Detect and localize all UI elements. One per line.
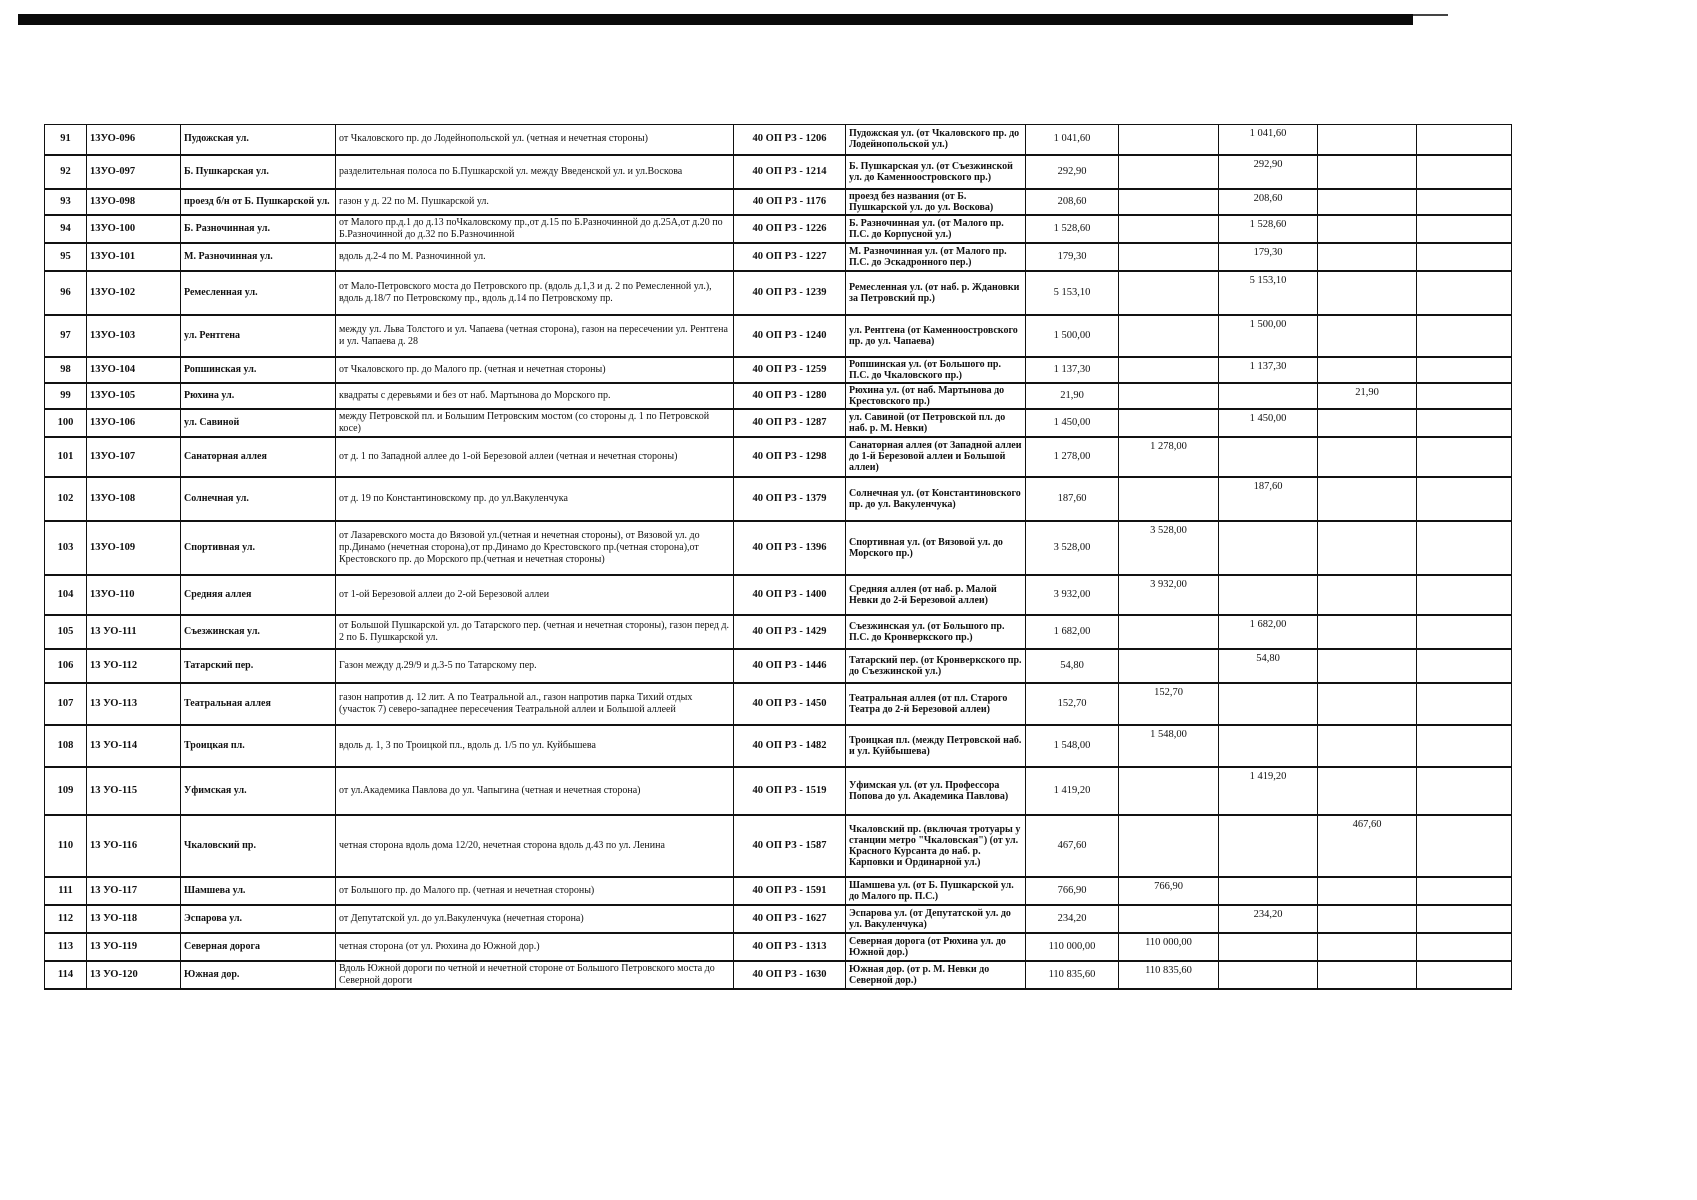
- area-category-4: [1417, 575, 1512, 615]
- table-row: [45, 315, 1512, 357]
- road-object: Рюхина ул. (от наб. Мартынова до Крестовского пр.): [846, 383, 1026, 409]
- row-number: 111: [45, 877, 87, 905]
- area-total: 54,80: [1026, 649, 1119, 683]
- area-total: 5 153,10: [1026, 271, 1119, 315]
- area-category-1: [1119, 155, 1219, 189]
- row-number: 92: [45, 155, 87, 189]
- table-row: [45, 905, 1512, 933]
- road-object: Театральная аллея (от пл. Старого Театра до 2-й Березовой аллеи): [846, 683, 1026, 725]
- area-category-3: [1318, 477, 1417, 521]
- area-category-3: [1318, 243, 1417, 271]
- registry-number: 40 ОП РЗ - 1450: [734, 683, 846, 725]
- registry-number: 40 ОП РЗ - 1446: [734, 649, 846, 683]
- area-category-2: 234,20: [1219, 905, 1318, 933]
- area-category-2: 179,30: [1219, 243, 1318, 271]
- registry-number: 40 ОП РЗ - 1206: [734, 125, 846, 155]
- area-category-2: 54,80: [1219, 649, 1318, 683]
- registry-number: 40 ОП РЗ - 1630: [734, 961, 846, 989]
- area-category-3: [1318, 521, 1417, 575]
- area-category-2: [1219, 877, 1318, 905]
- area-total: 1 548,00: [1026, 725, 1119, 767]
- area-category-2: [1219, 521, 1318, 575]
- area-category-2: [1219, 933, 1318, 961]
- registry-number: 40 ОП РЗ - 1519: [734, 767, 846, 815]
- area-category-1: [1119, 383, 1219, 409]
- location-description: от д. 19 по Константиновскому пр. до ул.Вакуленчука: [336, 477, 734, 521]
- object-code: 13 УО-115: [87, 767, 181, 815]
- street-name: Ропшинская ул.: [181, 357, 336, 383]
- location-description: от Депутатской ул. до ул.Вакуленчука (нечетная сторона): [336, 905, 734, 933]
- location-description: Вдоль Южной дороги по четной и нечетной стороне от Большого Петровского моста до Северной дороги: [336, 961, 734, 989]
- registry-number: 40 ОП РЗ - 1259: [734, 357, 846, 383]
- area-total: 110 835,60: [1026, 961, 1119, 989]
- area-category-1: 3 528,00: [1119, 521, 1219, 575]
- object-code: 13 УО-116: [87, 815, 181, 877]
- street-name: Шамшева ул.: [181, 877, 336, 905]
- table-row: [45, 877, 1512, 905]
- area-category-3: [1318, 409, 1417, 437]
- area-category-4: [1417, 767, 1512, 815]
- area-category-1: [1119, 215, 1219, 243]
- area-total: 766,90: [1026, 877, 1119, 905]
- area-total: 1 500,00: [1026, 315, 1119, 357]
- registry-number: 40 ОП РЗ - 1240: [734, 315, 846, 357]
- area-category-4: [1417, 649, 1512, 683]
- area-category-4: [1417, 725, 1512, 767]
- street-name: Татарский пер.: [181, 649, 336, 683]
- road-object: Ремесленная ул. (от наб. р. Ждановки за Петровский пр.): [846, 271, 1026, 315]
- area-category-4: [1417, 905, 1512, 933]
- row-number: 113: [45, 933, 87, 961]
- object-code: 13 УО-111: [87, 615, 181, 649]
- area-category-4: [1417, 383, 1512, 409]
- area-category-4: [1417, 409, 1512, 437]
- street-name: Спортивная ул.: [181, 521, 336, 575]
- street-name: Северная дорога: [181, 933, 336, 961]
- street-name: Южная дор.: [181, 961, 336, 989]
- road-object: Северная дорога (от Рюхина ул. до Южной дор.): [846, 933, 1026, 961]
- road-object: ул. Савиной (от Петровской пл. до наб. р. М. Невки): [846, 409, 1026, 437]
- scan-top-border-tail: [1413, 14, 1448, 16]
- area-total: 1 278,00: [1026, 437, 1119, 477]
- row-number: 97: [45, 315, 87, 357]
- area-category-4: [1417, 155, 1512, 189]
- table-row: [45, 767, 1512, 815]
- table-body: [45, 125, 1512, 989]
- area-category-4: [1417, 357, 1512, 383]
- area-total: 3 932,00: [1026, 575, 1119, 615]
- object-code: 13УО-101: [87, 243, 181, 271]
- street-name: Б. Пушкарская ул.: [181, 155, 336, 189]
- location-description: вдоль д.2-4 по М. Разночинной ул.: [336, 243, 734, 271]
- area-total: 1 419,20: [1026, 767, 1119, 815]
- area-category-4: [1417, 189, 1512, 215]
- table-row: [45, 615, 1512, 649]
- table-row: [45, 125, 1512, 155]
- area-category-3: [1318, 961, 1417, 989]
- area-category-3: [1318, 125, 1417, 155]
- registry-number: 40 ОП РЗ - 1280: [734, 383, 846, 409]
- area-category-1: [1119, 243, 1219, 271]
- location-description: от Лазаревского моста до Вязовой ул.(четная и нечетная стороны), от Вязовой ул. до пр.Динамо (нечетная сторона),от пр.Динамо до Крестовского пр.(четная сторона),от Крестовского пр. до Морского пр.(четная и нечетная стороны): [336, 521, 734, 575]
- location-description: газон напротив д. 12 лит. А по Театральной ал., газон напротив парка Тихий отдых (участок 7) северо-западнее пересечения Театральной аллеи и Большой аллеей: [336, 683, 734, 725]
- scan-top-border: [18, 14, 1413, 25]
- street-name: Санаторная аллея: [181, 437, 336, 477]
- street-name: Б. Разночинная ул.: [181, 215, 336, 243]
- object-code: 13 УО-117: [87, 877, 181, 905]
- road-object: Татарский пер. (от Кронверкского пр. до Съезжинской ул.): [846, 649, 1026, 683]
- row-number: 95: [45, 243, 87, 271]
- location-description: газон у д. 22 по М. Пушкарской ул.: [336, 189, 734, 215]
- register-table: [44, 124, 1512, 990]
- location-description: Газон между д.29/9 и д.3-5 по Татарскому пер.: [336, 649, 734, 683]
- street-name: Чкаловский пр.: [181, 815, 336, 877]
- object-code: 13УО-108: [87, 477, 181, 521]
- table-row: [45, 683, 1512, 725]
- area-category-1: [1119, 315, 1219, 357]
- street-name: ул. Рентгена: [181, 315, 336, 357]
- area-category-2: [1219, 725, 1318, 767]
- object-code: 13УО-105: [87, 383, 181, 409]
- table-row: [45, 243, 1512, 271]
- row-number: 100: [45, 409, 87, 437]
- area-category-3: [1318, 271, 1417, 315]
- registry-number: 40 ОП РЗ - 1396: [734, 521, 846, 575]
- table-row: [45, 189, 1512, 215]
- area-category-1: [1119, 649, 1219, 683]
- road-object: Санаторная аллея (от Западной аллеи до 1-й Березовой аллеи и Большой аллеи): [846, 437, 1026, 477]
- area-category-4: [1417, 683, 1512, 725]
- area-category-2: 187,60: [1219, 477, 1318, 521]
- object-code: 13УО-103: [87, 315, 181, 357]
- location-description: от Большого пр. до Малого пр. (четная и нечетная стороны): [336, 877, 734, 905]
- road-object: Шамшева ул. (от Б. Пушкарской ул. до Малого пр. П.С.): [846, 877, 1026, 905]
- area-category-2: [1219, 383, 1318, 409]
- registry-number: 40 ОП РЗ - 1227: [734, 243, 846, 271]
- area-category-1: 152,70: [1119, 683, 1219, 725]
- area-total: 292,90: [1026, 155, 1119, 189]
- registry-number: 40 ОП РЗ - 1214: [734, 155, 846, 189]
- table-row: [45, 477, 1512, 521]
- object-code: 13УО-107: [87, 437, 181, 477]
- table-row: [45, 271, 1512, 315]
- location-description: от Мало-Петровского моста до Петровского пр. (вдоль д.1,3 и д. 2 по Ремесленной ул.), вдоль д.18/7 по Петровскому пр., вдоль д.14 по Петровскому пр.: [336, 271, 734, 315]
- object-code: 13УО-098: [87, 189, 181, 215]
- area-category-3: [1318, 357, 1417, 383]
- area-category-1: [1119, 271, 1219, 315]
- table-row: [45, 933, 1512, 961]
- road-object: Б. Разночинная ул. (от Малого пр. П.С. до Корпусной ул.): [846, 215, 1026, 243]
- area-category-3: [1318, 725, 1417, 767]
- row-number: 99: [45, 383, 87, 409]
- area-category-3: [1318, 315, 1417, 357]
- object-code: 13УО-109: [87, 521, 181, 575]
- registry-number: 40 ОП РЗ - 1287: [734, 409, 846, 437]
- row-number: 102: [45, 477, 87, 521]
- area-category-4: [1417, 215, 1512, 243]
- table-row: [45, 215, 1512, 243]
- area-category-4: [1417, 933, 1512, 961]
- row-number: 108: [45, 725, 87, 767]
- area-category-3: [1318, 877, 1417, 905]
- street-name: Рюхина ул.: [181, 383, 336, 409]
- area-category-4: [1417, 961, 1512, 989]
- area-category-3: 467,60: [1318, 815, 1417, 877]
- street-name: Эспарова ул.: [181, 905, 336, 933]
- area-category-1: 3 932,00: [1119, 575, 1219, 615]
- area-category-2: 1 450,00: [1219, 409, 1318, 437]
- area-category-4: [1417, 315, 1512, 357]
- object-code: 13УО-097: [87, 155, 181, 189]
- area-category-2: 1 500,00: [1219, 315, 1318, 357]
- area-category-2: [1219, 815, 1318, 877]
- street-name: проезд б/н от Б. Пушкарской ул.: [181, 189, 336, 215]
- area-category-1: [1119, 905, 1219, 933]
- location-description: от Малого пр.д.1 до д.13 поЧкаловскому пр.,от д.15 по Б.Разночинной до д.25А,от д.20 по Б.Разночинной до д.32 по Б.Разночинной: [336, 215, 734, 243]
- registry-number: 40 ОП РЗ - 1591: [734, 877, 846, 905]
- location-description: четная сторона (от ул. Рюхина до Южной дор.): [336, 933, 734, 961]
- registry-number: 40 ОП РЗ - 1176: [734, 189, 846, 215]
- object-code: 13УО-102: [87, 271, 181, 315]
- area-category-2: 1 419,20: [1219, 767, 1318, 815]
- location-description: между Петровской пл. и Большим Петровским мостом (со стороны д. 1 по Петровской косе): [336, 409, 734, 437]
- area-category-4: [1417, 521, 1512, 575]
- area-category-1: 766,90: [1119, 877, 1219, 905]
- location-description: разделительная полоса по Б.Пушкарской ул. между Введенской ул. и ул.Воскова: [336, 155, 734, 189]
- area-category-3: [1318, 767, 1417, 815]
- area-category-3: [1318, 575, 1417, 615]
- table-row: [45, 815, 1512, 877]
- location-description: от д. 1 по Западной аллее до 1-ой Березовой аллеи (четная и нечетная стороны): [336, 437, 734, 477]
- street-name: ул. Савиной: [181, 409, 336, 437]
- row-number: 96: [45, 271, 87, 315]
- location-description: от ул.Академика Павлова до ул. Чапыгина (четная и нечетная сторона): [336, 767, 734, 815]
- area-total: 3 528,00: [1026, 521, 1119, 575]
- road-object: Чкаловский пр. (включая тротуары у станции метро "Чкаловская") (от ул. Красного Курсанта до наб. р. Карповки и Ординарной ул.): [846, 815, 1026, 877]
- area-total: 1 450,00: [1026, 409, 1119, 437]
- area-category-2: 1 682,00: [1219, 615, 1318, 649]
- row-number: 98: [45, 357, 87, 383]
- area-category-1: 110 000,00: [1119, 933, 1219, 961]
- row-number: 109: [45, 767, 87, 815]
- registry-number: 40 ОП РЗ - 1627: [734, 905, 846, 933]
- row-number: 93: [45, 189, 87, 215]
- area-category-1: [1119, 357, 1219, 383]
- location-description: от Чкаловского пр. до Малого пр. (четная и нечетная стороны): [336, 357, 734, 383]
- object-code: 13 УО-113: [87, 683, 181, 725]
- area-category-1: [1119, 189, 1219, 215]
- registry-number: 40 ОП РЗ - 1587: [734, 815, 846, 877]
- row-number: 91: [45, 125, 87, 155]
- area-category-1: 110 835,60: [1119, 961, 1219, 989]
- registry-number: 40 ОП РЗ - 1313: [734, 933, 846, 961]
- area-category-2: 1 041,60: [1219, 125, 1318, 155]
- row-number: 94: [45, 215, 87, 243]
- object-code: 13 УО-118: [87, 905, 181, 933]
- area-category-1: [1119, 767, 1219, 815]
- area-category-2: 1 528,60: [1219, 215, 1318, 243]
- location-description: между ул. Льва Толстого и ул. Чапаева (четная сторона), газон на пересечении ул. Рентгена и ул. Чапаева д. 28: [336, 315, 734, 357]
- table-row: [45, 437, 1512, 477]
- table-row: [45, 155, 1512, 189]
- registry-number: 40 ОП РЗ - 1226: [734, 215, 846, 243]
- area-category-1: 1 278,00: [1119, 437, 1219, 477]
- road-object: Солнечная ул. (от Константиновского пр. до ул. Вакуленчука): [846, 477, 1026, 521]
- object-code: 13УО-096: [87, 125, 181, 155]
- object-code: 13 УО-120: [87, 961, 181, 989]
- location-description: от 1-ой Березовой аллеи до 2-ой Березовой аллеи: [336, 575, 734, 615]
- registry-number: 40 ОП РЗ - 1239: [734, 271, 846, 315]
- area-category-3: [1318, 155, 1417, 189]
- table-row: [45, 357, 1512, 383]
- area-category-2: 292,90: [1219, 155, 1318, 189]
- area-total: 208,60: [1026, 189, 1119, 215]
- row-number: 110: [45, 815, 87, 877]
- road-object: Эспарова ул. (от Депутатской ул. до ул. Вакуленчука): [846, 905, 1026, 933]
- road-object: Средняя аллея (от наб. р. Малой Невки до 2-й Березовой аллеи): [846, 575, 1026, 615]
- area-total: 179,30: [1026, 243, 1119, 271]
- area-category-4: [1417, 437, 1512, 477]
- area-category-4: [1417, 877, 1512, 905]
- area-category-2: [1219, 961, 1318, 989]
- table-row: [45, 725, 1512, 767]
- street-name: Съезжинская ул.: [181, 615, 336, 649]
- registry-number: 40 ОП РЗ - 1379: [734, 477, 846, 521]
- registry-number: 40 ОП РЗ - 1298: [734, 437, 846, 477]
- road-object: Троицкая пл. (между Петровской наб. и ул. Куйбышева): [846, 725, 1026, 767]
- location-description: от Большой Пушкарской ул. до Татарского пер. (четная и нечетная стороны), газон перед д. 2 по Б. Пушкарской ул.: [336, 615, 734, 649]
- area-total: 110 000,00: [1026, 933, 1119, 961]
- area-category-4: [1417, 815, 1512, 877]
- road-object: ул. Рентгена (от Каменноостровского пр. до ул. Чапаева): [846, 315, 1026, 357]
- object-code: 13УО-100: [87, 215, 181, 243]
- registry-number: 40 ОП РЗ - 1429: [734, 615, 846, 649]
- area-category-2: 5 153,10: [1219, 271, 1318, 315]
- table-row: [45, 383, 1512, 409]
- area-total: 1 528,60: [1026, 215, 1119, 243]
- object-code: 13 УО-114: [87, 725, 181, 767]
- area-category-1: [1119, 815, 1219, 877]
- location-description: вдоль д. 1, 3 по Троицкой пл., вдоль д. 1/5 по ул. Куйбышева: [336, 725, 734, 767]
- row-number: 114: [45, 961, 87, 989]
- area-category-3: [1318, 933, 1417, 961]
- object-code: 13 УО-119: [87, 933, 181, 961]
- table-row: [45, 575, 1512, 615]
- area-total: 234,20: [1026, 905, 1119, 933]
- registry-number: 40 ОП РЗ - 1400: [734, 575, 846, 615]
- street-name: Уфимская ул.: [181, 767, 336, 815]
- object-code: 13УО-104: [87, 357, 181, 383]
- area-total: 187,60: [1026, 477, 1119, 521]
- area-category-3: [1318, 437, 1417, 477]
- object-code: 13УО-106: [87, 409, 181, 437]
- area-category-2: [1219, 575, 1318, 615]
- row-number: 112: [45, 905, 87, 933]
- area-total: 152,70: [1026, 683, 1119, 725]
- area-total: 467,60: [1026, 815, 1119, 877]
- area-category-1: [1119, 477, 1219, 521]
- table-row: [45, 409, 1512, 437]
- road-object: Б. Пушкарская ул. (от Съезжинской ул. до Каменноостровского пр.): [846, 155, 1026, 189]
- area-category-3: [1318, 189, 1417, 215]
- street-name: Театральная аллея: [181, 683, 336, 725]
- area-category-4: [1417, 243, 1512, 271]
- area-category-3: [1318, 215, 1417, 243]
- registry-number: 40 ОП РЗ - 1482: [734, 725, 846, 767]
- road-object: Уфимская ул. (от ул. Профессора Попова до ул. Академика Павлова): [846, 767, 1026, 815]
- row-number: 106: [45, 649, 87, 683]
- area-category-3: [1318, 615, 1417, 649]
- road-object: Съезжинская ул. (от Большого пр. П.С. до Кронверкского пр.): [846, 615, 1026, 649]
- area-category-3: [1318, 905, 1417, 933]
- area-category-1: 1 548,00: [1119, 725, 1219, 767]
- area-category-3: [1318, 649, 1417, 683]
- object-code: 13 УО-112: [87, 649, 181, 683]
- area-total: 1 682,00: [1026, 615, 1119, 649]
- location-description: квадраты с деревьями и без от наб. Мартынова до Морского пр.: [336, 383, 734, 409]
- row-number: 103: [45, 521, 87, 575]
- area-category-2: [1219, 683, 1318, 725]
- road-object: Спортивная ул. (от Вязовой ул. до Морского пр.): [846, 521, 1026, 575]
- area-category-4: [1417, 125, 1512, 155]
- row-number: 104: [45, 575, 87, 615]
- location-description: четная сторона вдоль дома 12/20, нечетная сторона вдоль д.43 по ул. Ленина: [336, 815, 734, 877]
- row-number: 107: [45, 683, 87, 725]
- location-description: от Чкаловского пр. до Лодейнопольской ул. (четная и нечетная стороны): [336, 125, 734, 155]
- street-name: Пудожская ул.: [181, 125, 336, 155]
- street-name: Троицкая пл.: [181, 725, 336, 767]
- area-total: 1 041,60: [1026, 125, 1119, 155]
- area-category-2: [1219, 437, 1318, 477]
- street-name: М. Разночинная ул.: [181, 243, 336, 271]
- area-category-3: [1318, 683, 1417, 725]
- area-category-2: 208,60: [1219, 189, 1318, 215]
- area-category-4: [1417, 615, 1512, 649]
- area-category-1: [1119, 125, 1219, 155]
- area-category-4: [1417, 477, 1512, 521]
- road-object: Пудожская ул. (от Чкаловского пр. до Лодейнопольской ул.): [846, 125, 1026, 155]
- area-category-2: 1 137,30: [1219, 357, 1318, 383]
- table-row: [45, 521, 1512, 575]
- area-category-1: [1119, 615, 1219, 649]
- area-category-1: [1119, 409, 1219, 437]
- table-row: [45, 961, 1512, 989]
- area-category-3: 21,90: [1318, 383, 1417, 409]
- table-row: [45, 649, 1512, 683]
- street-name: Ремесленная ул.: [181, 271, 336, 315]
- row-number: 101: [45, 437, 87, 477]
- road-object: Южная дор. (от р. М. Невки до Северной дор.): [846, 961, 1026, 989]
- area-total: 21,90: [1026, 383, 1119, 409]
- area-total: 1 137,30: [1026, 357, 1119, 383]
- road-object: М. Разночинная ул. (от Малого пр. П.С. до Эскадронного пер.): [846, 243, 1026, 271]
- area-category-4: [1417, 271, 1512, 315]
- street-name: Солнечная ул.: [181, 477, 336, 521]
- road-object: Ропшинская ул. (от Большого пр. П.С. до Чкаловского пр.): [846, 357, 1026, 383]
- street-name: Средняя аллея: [181, 575, 336, 615]
- road-object: проезд без названия (от Б. Пушкарской ул. до ул. Воскова): [846, 189, 1026, 215]
- object-code: 13УО-110: [87, 575, 181, 615]
- row-number: 105: [45, 615, 87, 649]
